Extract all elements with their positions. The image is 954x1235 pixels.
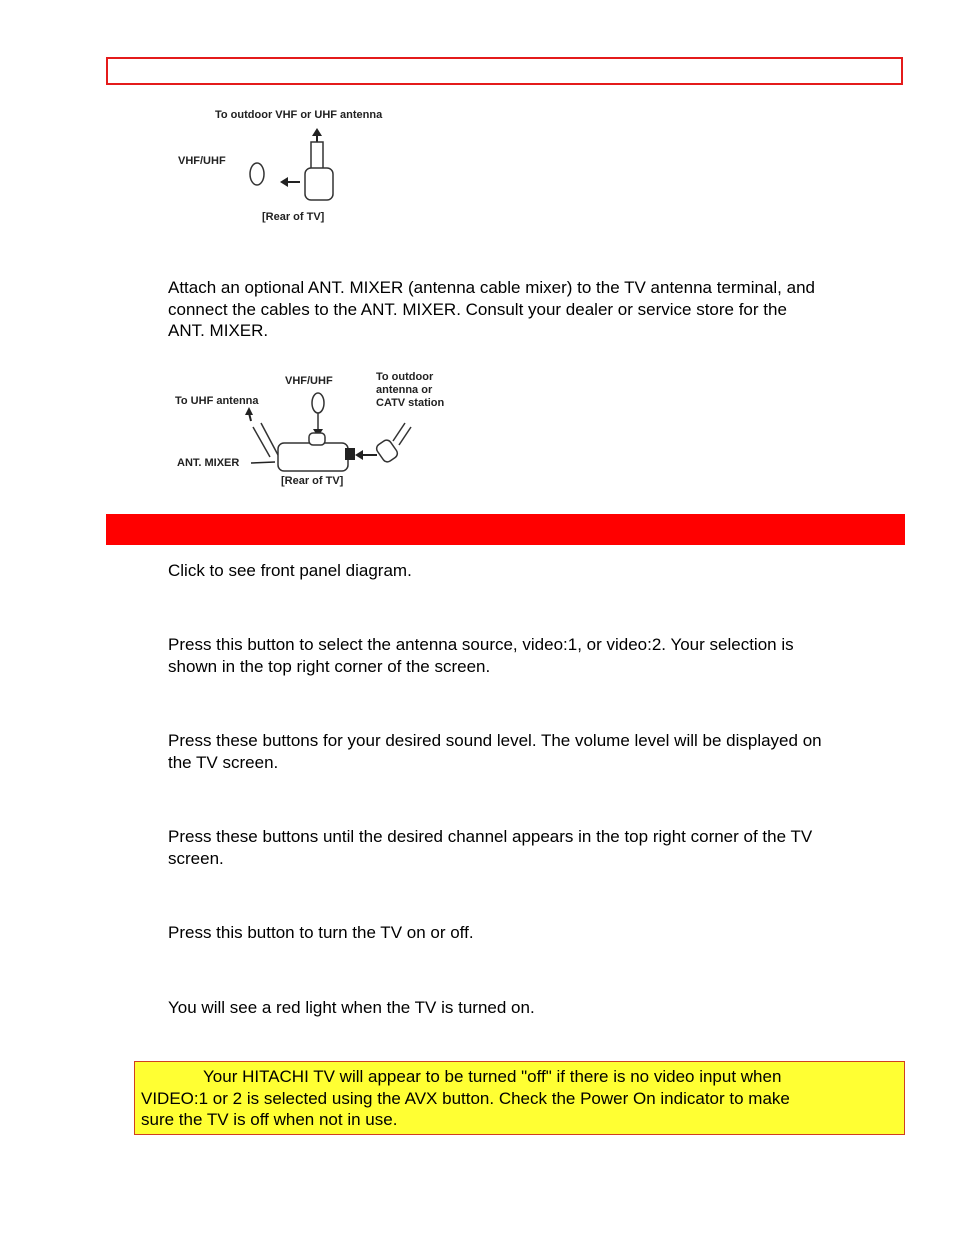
diagram-label-mixer: ANT. MIXER (177, 457, 240, 469)
diagram-label-uhf: To UHF antenna (175, 395, 259, 407)
diagram-label-rear: [Rear of TV] (262, 211, 325, 223)
terminal-icon (312, 393, 324, 413)
cable-plug-shape (375, 438, 400, 464)
note-line-1 (141, 1066, 898, 1088)
uhf-cable-line (253, 427, 270, 457)
text-line: Attach an optional ANT. MIXER (antenna cable mixer) to the TV antenna terminal, and (168, 278, 815, 297)
text-line: shown in the top right corner of the screen. (168, 656, 491, 676)
channel-button-description (168, 826, 812, 869)
section-header-box (106, 57, 903, 85)
connector-shape (305, 168, 333, 200)
text-line: screen. (168, 848, 224, 868)
diagram-label-terminal: VHF/UHF (178, 155, 226, 167)
volume-button-description (168, 730, 822, 773)
text-line: Press this button to select the antenna source, video:1, or video:2. Your selection is (168, 635, 794, 654)
arrow-up-icon (245, 407, 253, 415)
diagram-label-outdoor-1: To outdoor (376, 371, 434, 383)
text-line: the TV screen. (168, 752, 279, 772)
text-line: ANT. MIXER. (168, 321, 269, 340)
power-indicator-description (168, 997, 535, 1019)
avx-button-description (168, 634, 794, 677)
text-line: Your HITACHI TV will appear to be turned "off" if there is no video input when (203, 1067, 782, 1086)
note-line-3: sure the TV is off when not in use. (141, 1110, 398, 1129)
diagram-label-outdoor-2: antenna or (376, 384, 433, 396)
text-line: Press this button to turn the TV on or off. (168, 923, 474, 942)
text-line: connect the cables to the ANT. MIXER. Consult your dealer or service store for the (168, 299, 787, 319)
text-line: Press these buttons for your desired sound level. The volume level will be displayed on (168, 731, 822, 750)
diagram-label-terminal: VHF/UHF (285, 375, 333, 387)
diagram-label-outdoor-3: CATV station (376, 397, 445, 409)
antenna-mixer-diagram (165, 365, 465, 493)
section-header-bar (106, 514, 905, 545)
note-line-2: VIDEO:1 or 2 is selected using the AVX button. Check the Power On indicator to make (141, 1088, 790, 1108)
diagram-label-antenna: To outdoor VHF or UHF antenna (215, 109, 383, 121)
mixer-paragraph (168, 277, 815, 342)
text-line: You will see a red light when the TV is turned on. (168, 998, 535, 1017)
antenna-connection-diagram (160, 100, 420, 230)
front-panel-link[interactable]: Click to see front panel diagram. (168, 561, 412, 580)
note-box (134, 1061, 905, 1135)
terminal-icon (250, 163, 264, 185)
cable-plug-shape (311, 142, 323, 170)
diagram-label-rear: [Rear of TV] (281, 475, 344, 487)
text-line: Press these buttons until the desired channel appears in the top right corner of the TV (168, 827, 813, 846)
arrow-head-icon (312, 128, 322, 136)
power-button-description (168, 922, 474, 944)
ant-mixer-shape (278, 443, 348, 471)
